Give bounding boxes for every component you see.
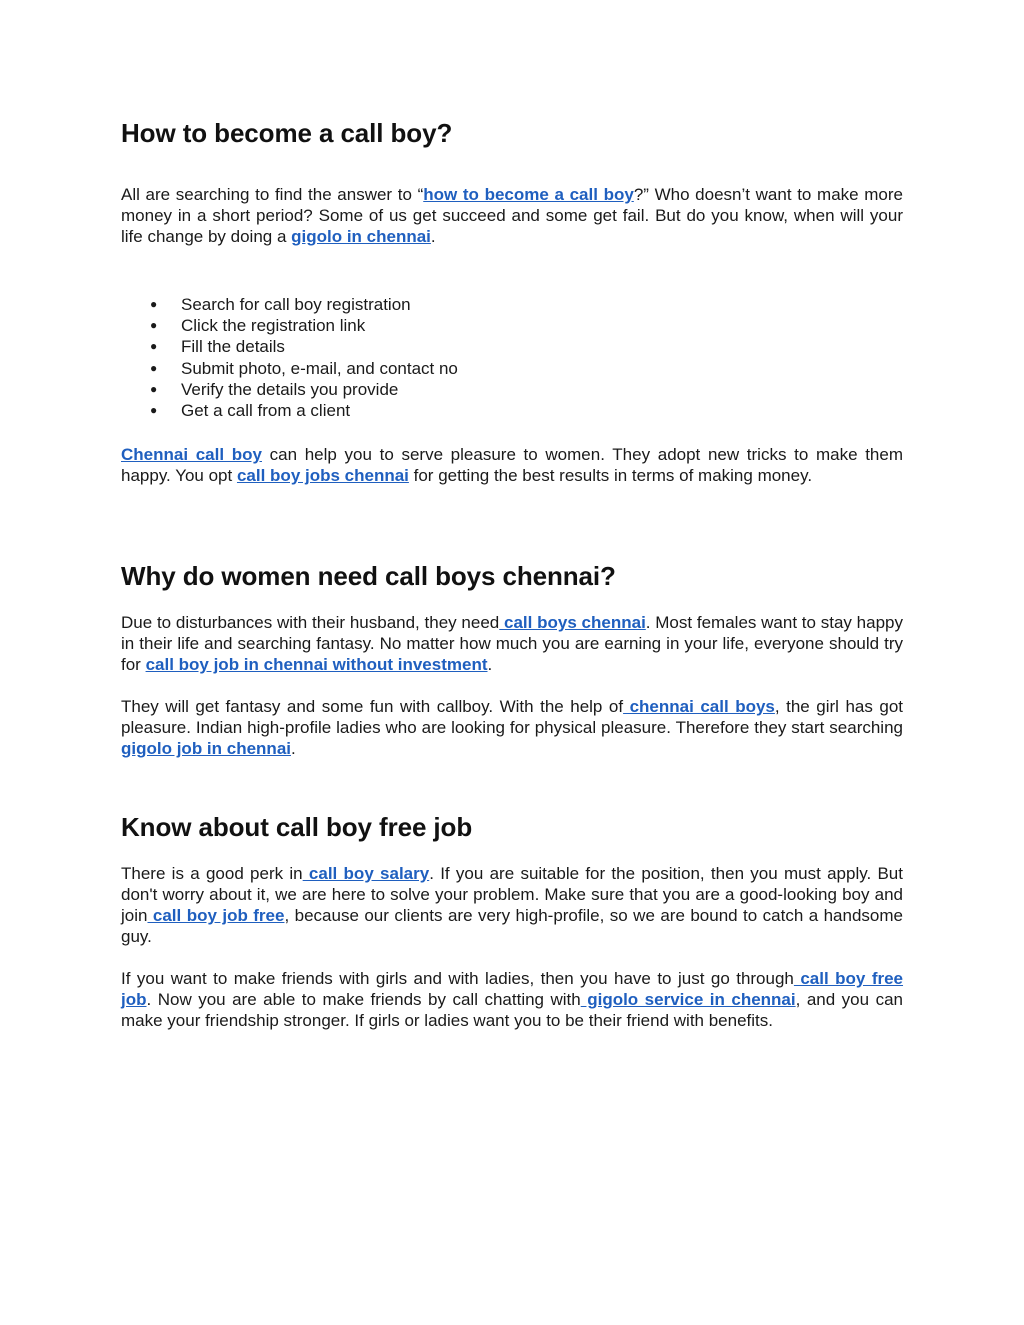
friends-paragraph — [121, 968, 903, 1031]
disturbances-paragraph — [121, 612, 903, 675]
link-chennai-call-boy[interactable]: Chennai call boy — [121, 445, 262, 464]
list-item-text: Verify the details you provide — [181, 379, 399, 399]
text-span: . — [430, 227, 436, 246]
link-chennai-call-boys[interactable]: chennai call boys — [623, 697, 775, 716]
text-span: , because our clients are very high-profile, so we are bound to catch a handsome guy. — [121, 906, 903, 946]
text-span: . Most females want to stay happy in their life and searching fantasy. No matter how much you are earning in your life, everyone should try for — [121, 613, 903, 674]
list-item — [121, 336, 903, 357]
text-span: There is a good perk in — [121, 864, 303, 883]
bullet-icon: ● — [150, 381, 158, 396]
link-call-boy-job-without-investment[interactable]: call boy job in chennai without investment — [145, 655, 488, 674]
link-gigolo-service-in-chennai[interactable]: gigolo service in chennai — [580, 990, 796, 1009]
list-item-text: Fill the details — [181, 337, 285, 357]
list-item — [121, 315, 903, 336]
salary-paragraph — [121, 863, 903, 947]
link-how-to-become-a-call-boy[interactable]: how to become a call boy — [423, 185, 634, 204]
steps-list — [121, 294, 903, 421]
bullet-icon: ● — [150, 360, 158, 375]
text-span: , the girl has got pleasure. Indian high-profile ladies who are looking for physical pleasure. Therefore they start searching — [121, 697, 903, 737]
bullet-icon: ● — [150, 297, 158, 311]
bullet-icon: ● — [150, 318, 158, 333]
text-span: for getting the best results in terms of making money. — [408, 466, 813, 485]
text-span: . If you are suitable for the position, then you must apply. But don't worry about it, we are here to solve your problem. Make sure that you are a good-looking boy and join — [121, 864, 903, 925]
bullet-icon: ● — [150, 339, 158, 354]
link-call-boy-salary[interactable]: call boy salary — [302, 864, 430, 883]
list-item — [121, 379, 903, 400]
text-span: Due to disturbances with their husband, they need — [121, 613, 500, 632]
text-span: , and you can make your friendship stronger. If girls or ladies want you to be their friend with benefits. — [121, 990, 903, 1030]
list-item — [121, 294, 903, 315]
link-call-boy-free-job[interactable]: call boy free job — [121, 969, 904, 1009]
text-span: If you want to make friends with girls and with ladies, then you have to just go through — [121, 969, 794, 988]
list-item-text: Click the registration link — [181, 316, 366, 336]
list-item-text: Submit photo, e-mail, and contact no — [181, 358, 458, 378]
heading-know-about-free-job: Know about call boy free job — [121, 812, 473, 842]
heading-how-to-become-call-boy: How to become a call boy? — [121, 118, 453, 148]
list-item — [121, 358, 903, 379]
link-gigolo-in-chennai[interactable]: gigolo in chennai — [291, 227, 431, 246]
text-span: can help you to serve pleasure to women. They adopt new tricks to make them happy. You opt — [121, 445, 904, 485]
link-call-boy-jobs-chennai[interactable]: call boy jobs chennai — [236, 466, 409, 485]
text-span: ?” Who doesn’t want to make more money in a short period? Some of us get succeed and some get fail. But do you know, when will your life change by doing a — [121, 185, 903, 246]
link-call-boy-job-free[interactable]: call boy job free — [147, 906, 285, 925]
fantasy-paragraph — [121, 696, 903, 759]
list-item — [121, 400, 903, 421]
text-span: . Now you are able to make friends by call chatting with — [146, 990, 581, 1009]
heading-why-women-need: Why do women need call boys chennai? — [121, 561, 616, 591]
chennai-call-boy-paragraph — [121, 444, 903, 486]
text-span: . — [487, 655, 493, 674]
intro-paragraph — [121, 184, 903, 247]
bullet-icon: ● — [150, 403, 158, 418]
text-span: They will get fantasy and some fun with callboy. With the help of — [121, 697, 624, 716]
text-span: . — [291, 739, 296, 758]
list-item-text: Search for call boy registration — [181, 295, 411, 314]
link-gigolo-job-in-chennai[interactable]: gigolo job in chennai — [121, 739, 291, 758]
list-item-text: Get a call from a client — [181, 401, 351, 421]
text-span: All are searching to find the answer to “ — [121, 185, 424, 204]
link-call-boys-chennai[interactable]: call boys chennai — [499, 613, 646, 632]
